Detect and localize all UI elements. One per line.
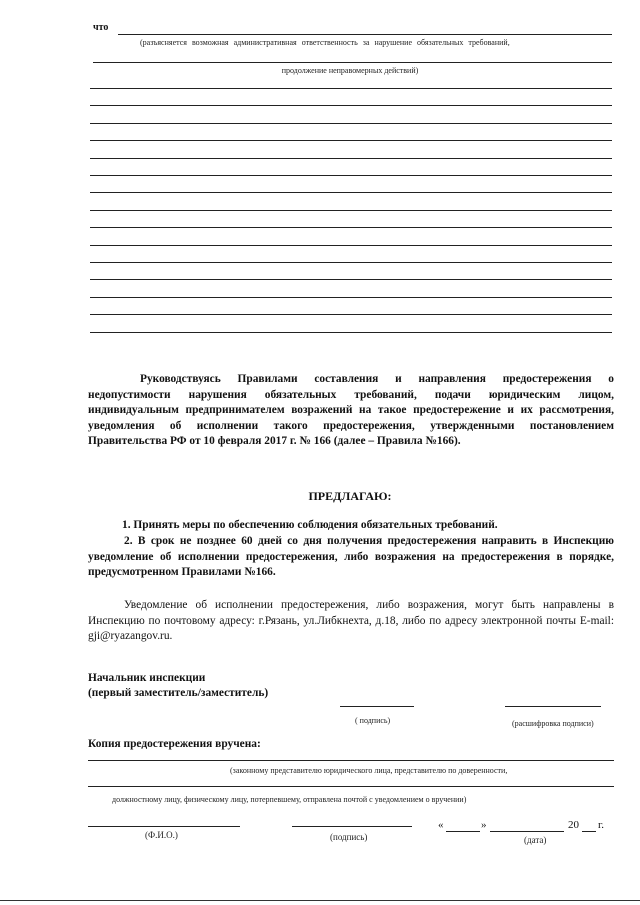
blank-fill-line	[90, 158, 612, 159]
blank-fill-line	[90, 105, 612, 106]
date-year-line	[582, 831, 596, 832]
copy-signature-caption: (подпись)	[330, 832, 368, 842]
blank-fill-line	[90, 279, 612, 280]
date-quote-close: »	[481, 819, 487, 831]
notice-paragraph: Уведомление об исполнении предостережения, либо возражения, могут быть направлены в Инспекцию по почтовому адресу: г.Рязань, ул.Либкнехта, д.18, либо по адресу электронной почты E-mail: gji@ryazangov.ru.	[88, 599, 614, 642]
blank-fill-line	[90, 192, 612, 193]
blank-fill-line	[90, 314, 612, 315]
chto-label: что	[93, 22, 109, 33]
fill-line	[88, 786, 614, 787]
copy-caption-1: (законному представителю юридического лица, представителю по доверенности,	[230, 766, 508, 775]
section-heading: ПРЕДЛАГАЮ:	[308, 489, 392, 503]
date-day-line	[446, 831, 480, 832]
item-2: 2. В срок не позднее 60 дней со дня получения предостережения направить в Инспекцию уведомление об исполнении предостережения, либо возражения на предостережения в порядке, предусмотренном Правилами №166.	[88, 535, 614, 578]
header-caption-1: (разъясняется возможная административная ответственность за нарушение обязательных требований,	[140, 38, 510, 47]
fill-line	[118, 34, 612, 35]
copy-signature-line	[292, 826, 412, 827]
blank-fill-line	[90, 123, 612, 124]
decode-line	[505, 706, 601, 707]
signature-caption: ( подпись)	[355, 716, 391, 725]
copy-handed-label: Копия предостережения вручена:	[88, 738, 261, 750]
fill-line	[88, 760, 614, 761]
signature-line	[340, 706, 414, 707]
header-caption-2: продолжение неправомерных действий)	[281, 66, 419, 75]
item-1: 1. Принять меры по обеспечению соблюдения обязательных требований.	[122, 519, 498, 531]
date-year-suffix: г.	[598, 819, 605, 831]
scan-edge-line	[0, 900, 640, 901]
date-caption: (дата)	[524, 835, 547, 845]
fill-line	[93, 62, 612, 63]
legal-basis-paragraph: Руководствуясь Правилами составления и направления предостережения о недопустимости нарушения обязательных требований, подачи юридическим лицом, индивидуальным предпринимателем возражений на такое предостережение и их рассмотрения, уведомления об исполнении такого предостережения, утвержденными постановлением Правительства РФ от 10 февраля 2017 г. № 166 (далее – Правила №166).	[88, 373, 614, 447]
blank-fill-line	[90, 245, 612, 246]
date-year-prefix: 20	[568, 819, 579, 831]
fio-line	[88, 826, 240, 827]
fio-caption: (Ф.И.О.)	[145, 830, 178, 840]
date-month-line	[490, 831, 564, 832]
blank-fill-line	[90, 297, 612, 298]
blank-fill-line	[90, 140, 612, 141]
blank-fill-line	[90, 227, 612, 228]
copy-caption-2: должностному лицу, физическому лицу, потерпевшему, отправлена почтой с уведомлением о вручении)	[112, 795, 467, 804]
blank-fill-line	[90, 262, 612, 263]
blank-fill-line	[90, 88, 612, 89]
blank-fill-line	[90, 175, 612, 176]
decode-caption: (расшифровка подписи)	[512, 719, 594, 728]
date-quote-open: «	[438, 819, 444, 831]
blank-fill-line	[90, 332, 612, 333]
signer-title: Начальник инспекции	[88, 672, 206, 684]
signer-title-sub: (первый заместитель/заместитель)	[88, 687, 269, 699]
blank-fill-line	[90, 210, 612, 211]
